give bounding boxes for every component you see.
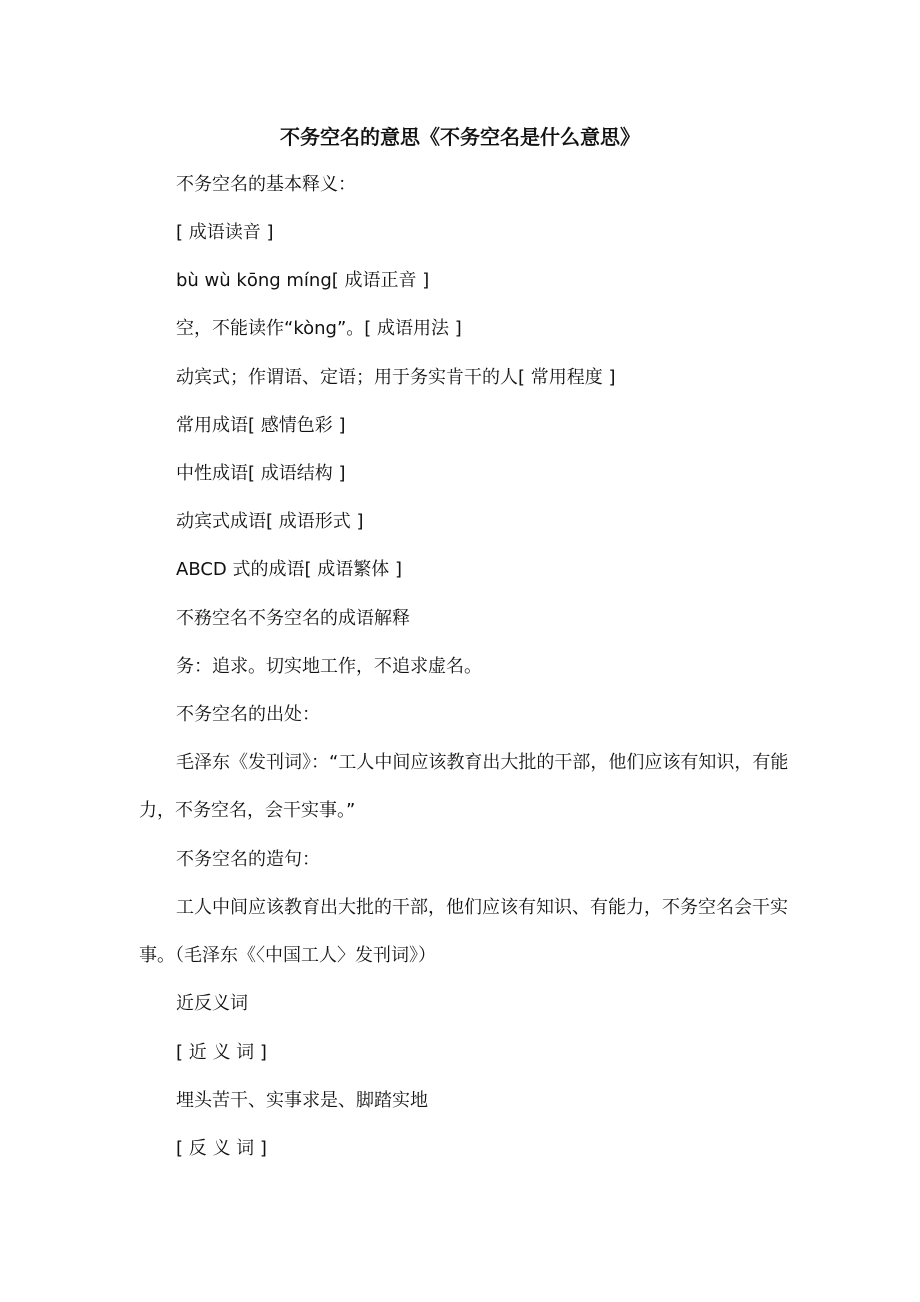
paragraph-pinyin: bù wù kōng míng[ 成语正音 ] (176, 270, 430, 291)
paragraph-synonyms-antonyms-heading: 近反义词 (176, 993, 248, 1014)
paragraph-synonyms-label: [ 近 义 词 ] (176, 1042, 267, 1063)
paragraph-source-heading: 不务空名的出处： (176, 704, 320, 725)
paragraph-example-heading: 不务空名的造句： (176, 849, 320, 870)
paragraph-usage: 动宾式；作谓语、定语；用于务实肯干的人[ 常用程度 ] (176, 367, 616, 388)
paragraph-structure: 动宾式成语[ 成语形式 ] (176, 511, 364, 532)
paragraph-form: ABCD 式的成语[ 成语繁体 ] (176, 559, 402, 580)
paragraph-sentiment: 中性成语[ 成语结构 ] (176, 463, 346, 484)
paragraph-explanation: 务：追求。切实地工作，不追求虚名。 (176, 656, 482, 677)
paragraph-correct-pronunciation: 空，不能读作“kòng”。[ 成语用法 ] (176, 318, 462, 339)
paragraph-example-sentence: 工人中间应该教育出大批的干部，他们应该有知识、有能力，不务空名会干实事。（毛泽东《〈中国工人〉发刊词》） (139, 897, 788, 966)
paragraph-traditional: 不務空名不务空名的成语解释 (176, 608, 410, 629)
paragraph-basic-meaning-heading: 不务空名的基本释义： (176, 174, 356, 195)
paragraph-frequency: 常用成语[ 感情色彩 ] (176, 415, 346, 436)
paragraph-source-quote: 毛泽东《发刊词》：“工人中间应该教育出大批的干部，他们应该有知识，有能力，不务空名，会干实事。” (139, 752, 789, 821)
paragraph-pronunciation-label: [ 成语读音 ] (176, 222, 274, 243)
paragraph-antonyms-label: [ 反 义 词 ] (176, 1138, 267, 1159)
paragraph-synonyms-list: 埋头苦干、实事求是、脚踏实地 (176, 1090, 428, 1111)
document-title: 不务空名的意思《不务空名是什么意思》 (280, 125, 640, 149)
